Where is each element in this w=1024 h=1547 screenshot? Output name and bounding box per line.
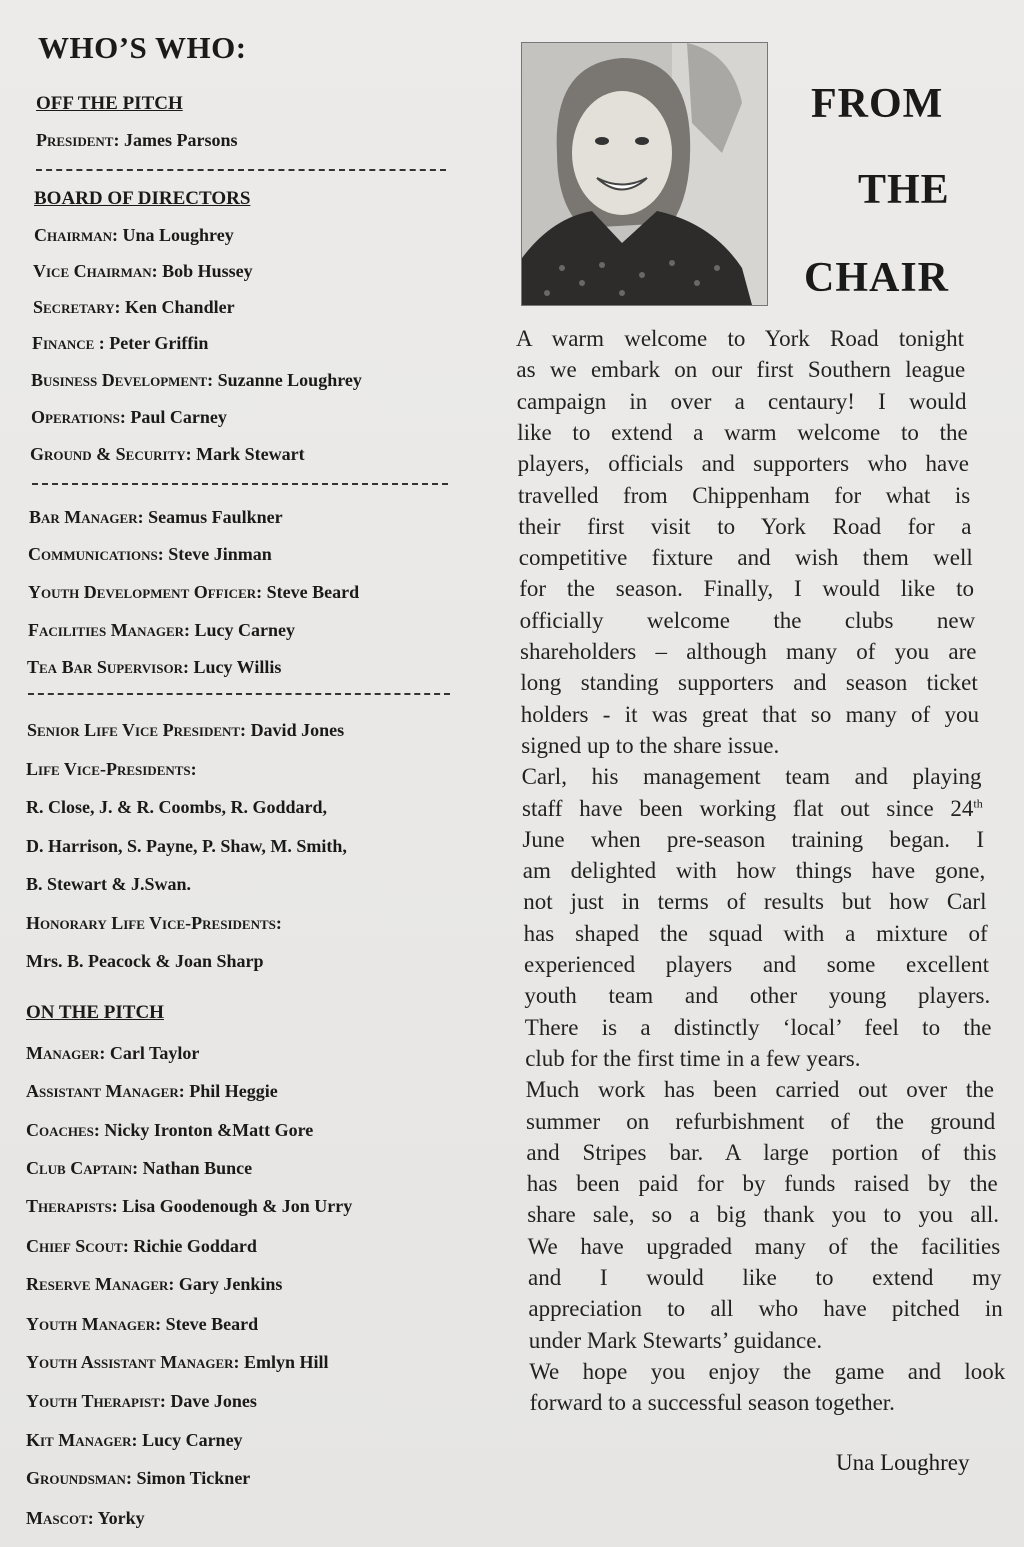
off-the-pitch-heading: OFF THE PITCH: [36, 93, 183, 114]
letter-line: experienced players and some excellent: [524, 952, 989, 977]
role-entry: [26, 1352, 329, 1373]
role-holder: Richie Goddard: [128, 1236, 257, 1256]
role-entry: [31, 407, 227, 428]
role-title: Finance :: [32, 333, 105, 353]
role-title: Youth Therapist:: [26, 1391, 166, 1411]
role-holder: B. Stewart & J.Swan.: [26, 874, 191, 894]
letter-line: competitive fixture and wish them well: [518, 545, 973, 571]
role-holder: R. Close, J. & R. Coombs, R. Goddard,: [26, 797, 328, 817]
letter-line: for the season. Finally, I would like to: [519, 576, 974, 602]
role-title: Youth Assistant Manager:: [26, 1352, 240, 1372]
whos-who-title: WHO’S WHO:: [38, 30, 247, 65]
date-superscript: th: [973, 795, 983, 810]
role-title: Ground & Security:: [30, 444, 192, 464]
letter-line: summer on refurbishment of the ground: [526, 1108, 996, 1134]
role-holder: Paul Carney: [125, 407, 227, 427]
role-holder: Ken Chandler: [120, 297, 235, 317]
role-entry: [32, 333, 208, 354]
role-entry: [26, 1314, 258, 1335]
chairman-photo: [521, 42, 768, 306]
letter-line: campaign in over a centaury! I would: [516, 388, 967, 414]
role-title: Vice Chairman:: [33, 261, 158, 281]
letter-line: as we embark on our first Southern league: [516, 357, 966, 383]
role-holder: D. Harrison, S. Payne, P. Shaw, M. Smith,: [26, 836, 347, 856]
role-holder: Mrs. B. Peacock & Joan Sharp: [26, 951, 264, 971]
letter-line: A warm welcome to York Road tonight: [516, 326, 964, 351]
heading-chair: CHAIR: [804, 255, 950, 301]
letter-line: June when pre-season training began. I: [522, 826, 984, 852]
role-title: Club Captain:: [26, 1158, 139, 1178]
role-holder: Dave Jones: [165, 1391, 257, 1411]
role-entry: [29, 507, 283, 528]
role-holder: Emlyn Hill: [239, 1352, 329, 1372]
role-entry: [30, 444, 305, 465]
role-entry: [26, 1468, 250, 1489]
role-title: Senior Life Vice President:: [27, 720, 247, 740]
board-of-directors-heading: BOARD OF DIRECTORS: [34, 188, 251, 209]
letter-line: youth team and other young players.: [524, 983, 991, 1009]
letter-line: their first visit to York Road for a: [518, 513, 972, 539]
role-title: Operations:: [31, 407, 126, 427]
role-entry: [26, 1508, 145, 1529]
on-the-pitch-heading: ON THE PITCH: [26, 1002, 164, 1023]
role-holder: Lisa Goodenough & Jon Urry: [117, 1196, 353, 1216]
letter-line: signed up to the share issue.: [521, 732, 780, 758]
letter-line: officially welcome the clubs new: [519, 607, 976, 633]
letter-line: travelled from Chippenham for what is: [518, 482, 971, 508]
role-holder: Lucy Carney: [137, 1430, 243, 1450]
role-holder: Peter Griffin: [104, 333, 209, 353]
role-entry: [31, 370, 362, 391]
role-entry: [26, 1391, 257, 1412]
letter-line: under Mark Stewarts’ guidance.: [528, 1327, 823, 1353]
role-entry: [28, 544, 272, 565]
role-title: Assistant Manager:: [26, 1081, 185, 1101]
role-title: Communications:: [28, 544, 164, 564]
role-title: Chairman:: [34, 225, 118, 245]
role-holder: Gary Jenkins: [174, 1274, 283, 1294]
role-title: Kit Manager:: [26, 1430, 138, 1450]
role-title: Chief Scout:: [26, 1236, 129, 1256]
role-title: Bar Manager:: [29, 507, 144, 527]
role-title: Facilities Manager:: [28, 620, 191, 640]
dashed-divider: [32, 483, 448, 485]
role-entry: [26, 1274, 282, 1295]
role-entry: [26, 1120, 313, 1141]
letter-line: Much work has been carried out over the: [525, 1077, 994, 1103]
role-title: Secretary:: [33, 297, 121, 317]
letter-line: Carl, his management team and playing: [521, 764, 982, 790]
role-holder: Carl Taylor: [105, 1043, 200, 1063]
letter-line: There is a distinctly ‘local’ feel to the: [524, 1014, 992, 1040]
dashed-divider: [28, 693, 450, 695]
role-entry: [26, 1081, 278, 1102]
role-entry: [26, 874, 191, 895]
dashed-divider: [36, 169, 446, 171]
role-holder: Una Loughrey: [118, 225, 234, 245]
role-holder: Suzanne Loughrey: [213, 370, 362, 390]
role-holder: Lucy Willis: [188, 657, 282, 677]
letter-line: not just in terms of results but how Carl: [523, 889, 987, 915]
role-holder: James Parsons: [119, 130, 238, 150]
role-title: Reserve Manager:: [26, 1274, 175, 1294]
letter-line: staff have been working flat out since 24th: [522, 795, 983, 821]
letter-line: like to extend a warm welcome to the: [517, 419, 968, 445]
role-holder: Phil Heggie: [184, 1081, 278, 1101]
role-entry: [26, 1430, 243, 1451]
role-entry: [26, 836, 347, 857]
role-title: Groundsman:: [26, 1468, 132, 1488]
letter-line: players, officials and supporters who have: [517, 451, 969, 477]
letter-line: and Stripes bar. A large portion of this: [526, 1139, 997, 1165]
role-entry: [27, 657, 281, 678]
role-holder: Seamus Faulkner: [143, 507, 283, 527]
letter-line: appreciation to all who have pitched in: [528, 1296, 1003, 1322]
heading-the: THE: [858, 167, 950, 213]
role-holder: Yorky: [93, 1508, 145, 1528]
role-entry: [36, 130, 237, 151]
letter-line: forward to a successful season together.: [529, 1390, 895, 1416]
role-entry: [26, 759, 197, 780]
letter-line: We have upgraded many of the facilities: [527, 1233, 1001, 1259]
role-entry: [33, 297, 235, 318]
role-holder: David Jones: [246, 720, 345, 740]
letter-line: has been paid for by funds raised by the: [526, 1171, 998, 1197]
letter-line: and I would like to extend my: [528, 1265, 1002, 1290]
role-title: Manager:: [26, 1043, 106, 1063]
signature: Una Loughrey: [836, 1450, 970, 1475]
role-entry: [26, 1043, 199, 1064]
role-entry: [26, 913, 282, 934]
role-title: President:: [36, 130, 120, 150]
role-entry: [26, 1158, 252, 1179]
role-entry: [28, 620, 295, 641]
letter-line: club for the first time in a few years.: [525, 1045, 861, 1071]
role-holder: Nicky Ironton &Matt Gore: [99, 1120, 314, 1140]
role-holder: Bob Hussey: [157, 261, 253, 281]
role-entry: [26, 797, 327, 818]
role-entry: [28, 582, 359, 603]
role-entry: [26, 1196, 352, 1217]
role-holder: Lucy Carney: [190, 620, 296, 640]
role-holder: Mark Stewart: [191, 444, 305, 464]
role-title: Honorary Life Vice-Presidents:: [26, 913, 282, 933]
portrait-image: [522, 43, 767, 305]
role-holder: Nathan Bunce: [138, 1158, 253, 1178]
role-entry: [26, 951, 264, 972]
role-entry: [26, 1236, 257, 1257]
role-entry: [33, 261, 253, 282]
role-title: Youth Development Officer:: [28, 582, 263, 602]
letter-line: share sale, so a big thank you to you all.: [527, 1202, 999, 1228]
role-title: Business Development:: [31, 370, 214, 390]
letter-line: holders - it was great that so many of you: [520, 701, 979, 727]
heading-from: FROM: [811, 81, 944, 127]
role-title: Youth Manager:: [26, 1314, 162, 1334]
role-holder: Steve Beard: [161, 1314, 259, 1334]
role-entry: [34, 225, 234, 246]
letter-line: has shaped the squad with a mixture of: [523, 920, 988, 946]
role-title: Coaches:: [26, 1120, 100, 1140]
letter-line: We hope you enjoy the game and look: [529, 1358, 1006, 1384]
role-title: Therapists:: [26, 1196, 118, 1216]
role-title: Tea Bar Supervisor:: [27, 657, 189, 677]
role-title: Mascot:: [26, 1508, 94, 1528]
role-entry: [27, 720, 344, 741]
letter-line: am delighted with how things have gone,: [522, 858, 986, 884]
role-holder: Steve Jinman: [163, 544, 272, 564]
role-holder: Simon Tickner: [131, 1468, 251, 1488]
letter-line: shareholders – although many of you are: [520, 639, 977, 664]
role-holder: Steve Beard: [262, 582, 360, 602]
letter-line: long standing supporters and season ticket: [520, 670, 978, 696]
role-title: Life Vice-Presidents:: [26, 759, 197, 779]
